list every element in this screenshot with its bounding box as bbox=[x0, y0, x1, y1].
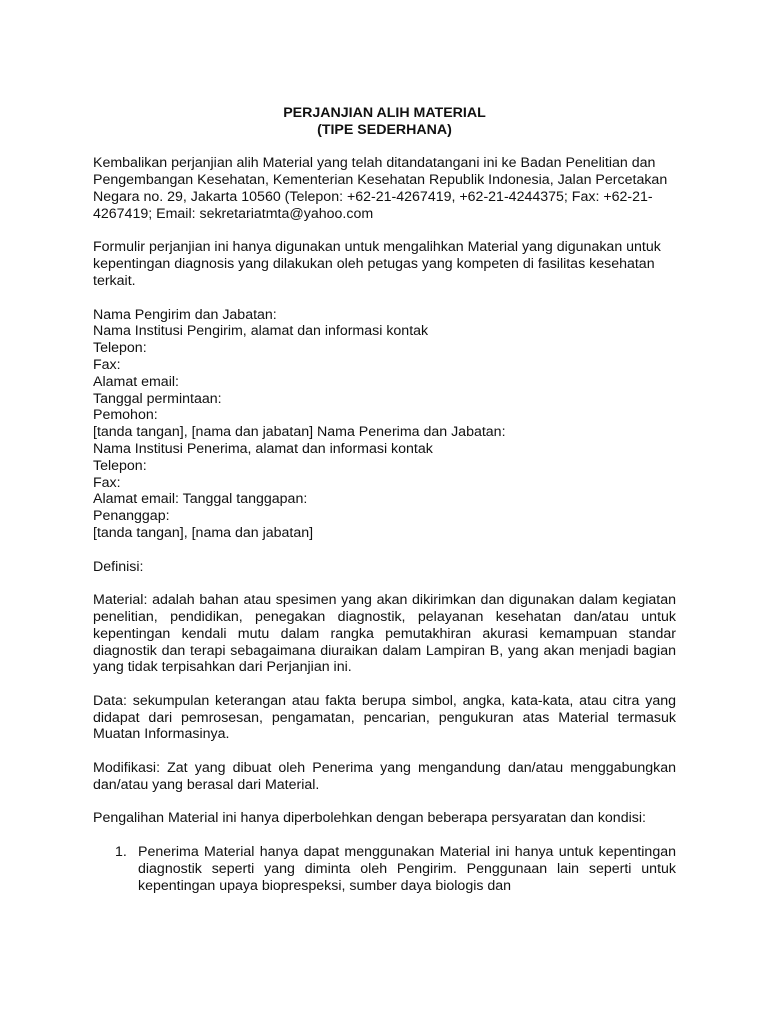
conditions-intro: Pengalihan Material ini hanya diperbolehkan dengan beberapa persyaratan dan kondisi: bbox=[93, 810, 646, 827]
document-title: PERJANJIAN ALIH MATERIAL bbox=[283, 105, 486, 121]
field-line: Nama Pengirim dan Jabatan: bbox=[93, 306, 277, 323]
field-line: Fax: bbox=[93, 474, 121, 491]
definition-material: Material: adalah bahan atau spesimen yang akan dikirimkan dan digunakan dalam kegiatan penelitian, pendidikan, penegakan diagnostik, pelayanan kesehatan dan/atau untuk kepentingan kendali mutu dalam rangka pemutakhiran akurasi kemampuan standar diagnostik dan terapi sebagaimana diuraikan dalam Lampiran B, yang akan menjadi bagian yang tidak terpisahkan dari Perjanjian ini. bbox=[93, 592, 676, 676]
field-line: [tanda tangan], [nama dan jabatan] Nama Penerima dan Jabatan: bbox=[93, 424, 506, 441]
definition-modifikasi: Modifikasi: Zat yang dibuat oleh Penerima yang mengandung dan/atau menggabungkan dan/atau yang berasal dari Material. bbox=[93, 760, 676, 793]
field-line: Nama Institusi Penerima, alamat dan informasi kontak bbox=[93, 440, 433, 457]
document-page bbox=[93, 105, 676, 894]
field-line: Alamat email: bbox=[93, 373, 179, 390]
list-item bbox=[93, 844, 676, 894]
conditions-list bbox=[93, 844, 676, 894]
document-subtitle: (TIPE SEDERHANA) bbox=[317, 121, 452, 138]
intro-paragraph: Kembalikan perjanjian alih Material yang telah ditandatangani ini ke Badan Penelitian dan Pengembangan Kesehatan, Kementerian Kesehatan Republik Indonesia, Jalan Percetakan Negara no. 29, Jakarta 10560 (Telepon: +62-21-4267419, +62-21-4244375; Fax: +62-21-4267419; Email: sekretariatmta@yahoo.com bbox=[93, 155, 668, 222]
definition-data: Data: sekumpulan keterangan atau fakta berupa simbol, angka, kata-kata, atau citra yang didapat dari pemrosesan, pengamatan, pencarian, pengukuran atas Material termasuk Muatan Informasinya. bbox=[93, 692, 676, 743]
field-line: Fax: bbox=[93, 356, 121, 373]
definitions-heading: Definisi: bbox=[93, 558, 144, 575]
field-line: Tanggal permintaan: bbox=[93, 390, 222, 407]
purpose-paragraph: Formulir perjanjian ini hanya digunakan untuk mengalihkan Material yang digunakan untuk kepentingan diagnosis yang dilakukan oleh petugas yang kompeten di fasilitas kesehatan terkait. bbox=[93, 239, 661, 289]
field-line: Penanggap: bbox=[93, 508, 170, 525]
field-line: Telepon: bbox=[93, 457, 147, 474]
field-line: Alamat email: Tanggal tanggapan: bbox=[93, 491, 308, 508]
list-item-text: Penerima Material hanya dapat menggunakan Material ini hanya untuk kepentingan diagnostik seperti yang diminta oleh Pengirim. Penggunaan lain seperti untuk kepentingan upaya bioprespeksi, sumber daya biologis dan bbox=[138, 844, 676, 894]
field-line: Nama Institusi Pengirim, alamat dan informasi kontak bbox=[93, 323, 429, 340]
form-fields bbox=[93, 307, 676, 542]
title-block bbox=[93, 105, 676, 139]
list-item-number: 1. bbox=[115, 844, 127, 861]
field-line: Pemohon: bbox=[93, 407, 158, 424]
field-line: [tanda tangan], [nama dan jabatan] bbox=[93, 524, 314, 541]
field-line: Telepon: bbox=[93, 340, 147, 357]
